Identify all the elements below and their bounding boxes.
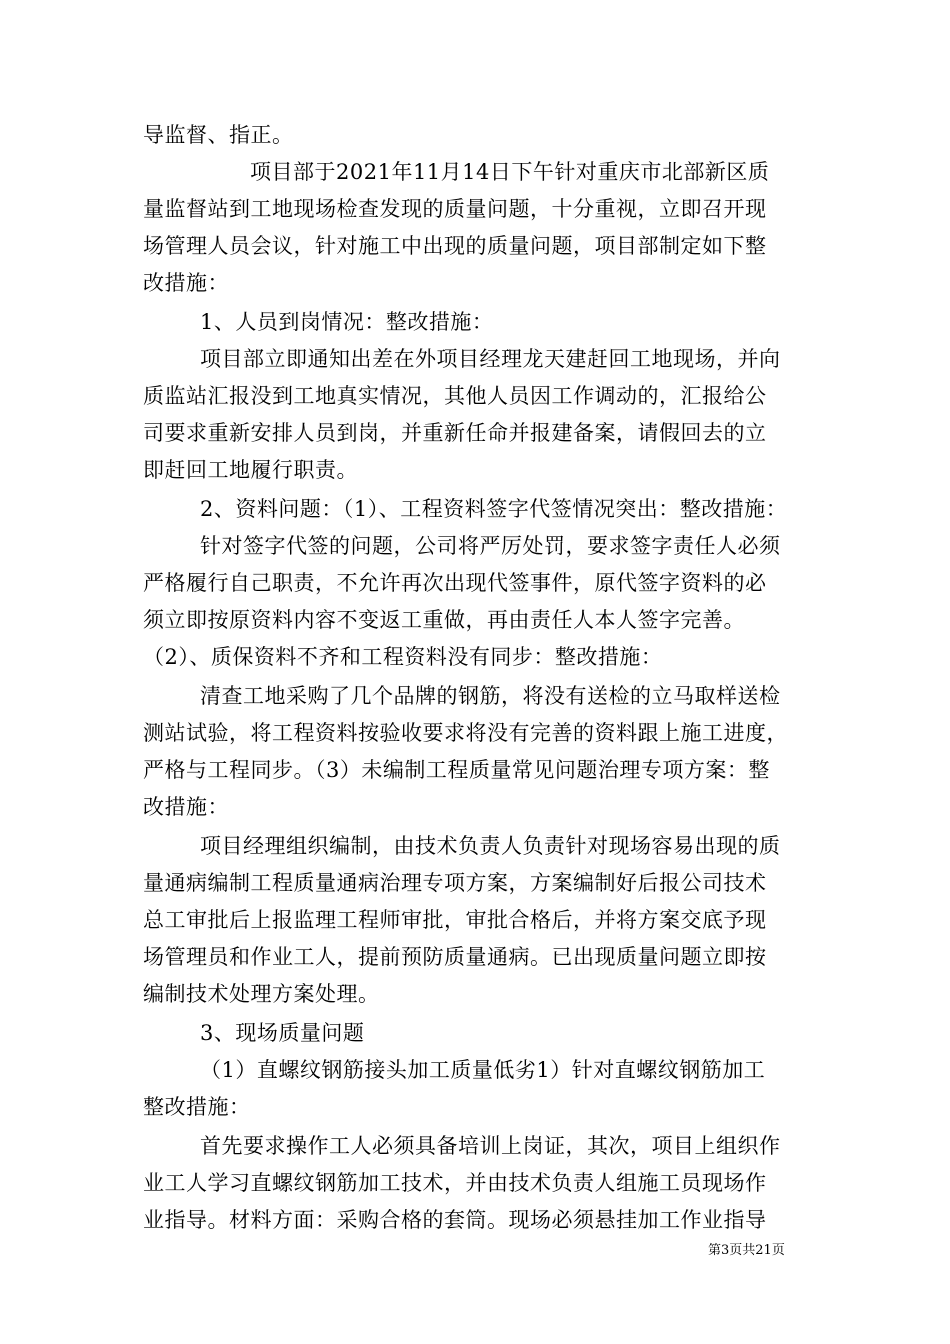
- text-line: （1）直螺纹钢筋接头加工质量低劣1）针对直螺纹钢筋加工: [200, 1058, 766, 1082]
- text-line: 整改措施：: [143, 1095, 251, 1119]
- text-line: 项目部立即通知出差在外项目经理龙天建赶回工地现场，并向: [200, 347, 781, 371]
- text-line: 司要求重新安排人员到岗，并重新任命并报建备案，请假回去的立: [143, 421, 767, 445]
- text-line: 测站试验，将工程资料按验收要求将没有完善的资料跟上施工进度，: [143, 721, 788, 745]
- page-number: 第3页共21页: [708, 1243, 785, 1258]
- text-line: （2）、质保资料不齐和工程资料没有同步：整改措施：: [143, 645, 663, 669]
- text-line: 改措施：: [143, 271, 229, 295]
- text-line: 项目经理组织编制，由技术负责人负责针对现场容易出现的质: [200, 834, 781, 858]
- text-line: 导监督、指正。: [143, 123, 294, 147]
- text-line: 即赶回工地履行职责。: [143, 458, 358, 482]
- text-line: 量通病编制工程质量通病治理专项方案，方案编制好后报公司技术: [143, 871, 767, 895]
- text-line: 编制技术处理方案处理。: [143, 982, 380, 1006]
- text-line: 场管理人员会议，针对施工中出现的质量问题，项目部制定如下整: [143, 234, 767, 258]
- text-line: 项目部于2021年11月14日下午针对重庆市北部新区质: [250, 160, 770, 184]
- text-line: 总工审批后上报监理工程师审批，审批合格后，并将方案交底予现: [143, 908, 767, 932]
- text-line: 严格与工程同步。（3）未编制工程质量常见问题治理专项方案：整: [143, 758, 770, 782]
- text-line: 针对签字代签的问题，公司将严厉处罚，要求签字责任人必须: [200, 534, 781, 558]
- text-line: 量监督站到工地现场检查发现的质量问题，十分重视，立即召开现: [143, 197, 767, 221]
- text-line: 改措施：: [143, 795, 229, 819]
- text-line: 业指导。材料方面：采购合格的套筒。现场必须悬挂加工作业指导: [143, 1208, 767, 1232]
- text-line: 首先要求操作工人必须具备培训上岗证，其次，项目上组织作: [200, 1134, 781, 1158]
- text-line: 质监站汇报没到工地真实情况，其他人员因工作调动的，汇报给公: [143, 384, 767, 408]
- text-line: 严格履行自己职责，不允许再次出现代签事件，原代签字资料的必: [143, 571, 767, 595]
- text-line: 业工人学习直螺纹钢筋加工技术，并由技术负责人组施工员现场作: [143, 1171, 767, 1195]
- text-line: 1、人员到岗情况：整改措施：: [200, 310, 494, 334]
- text-line: 清查工地采购了几个品牌的钢筋，将没有送检的立马取样送检: [200, 684, 781, 708]
- text-line: 2、资料问题：（1）、工程资料签字代签情况突出：整改措施：: [200, 497, 788, 521]
- text-line: 3、现场质量问题: [200, 1021, 365, 1045]
- text-line: 场管理员和作业工人，提前预防质量通病。已出现质量问题立即按: [143, 945, 767, 969]
- text-line: 须立即按原资料内容不变返工重做，再由责任人本人签字完善。: [143, 608, 745, 632]
